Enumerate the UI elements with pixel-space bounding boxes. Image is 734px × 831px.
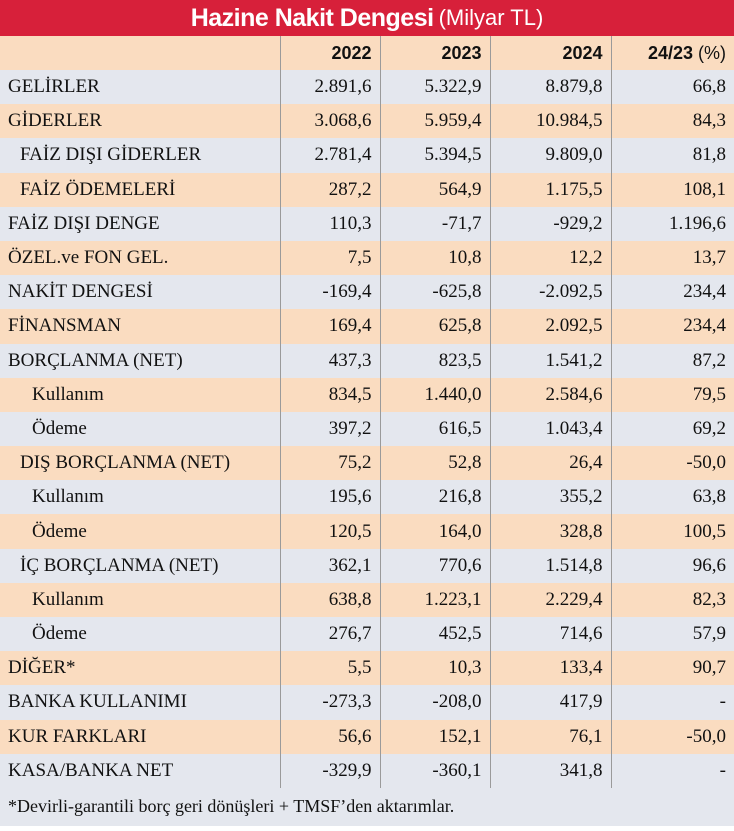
value-2023: -71,7 [380,207,490,241]
value-2022: -273,3 [280,685,380,719]
row-label: KUR FARKLARI [0,720,280,754]
value-2024: -929,2 [490,207,611,241]
row-label: Ödeme [0,514,280,548]
value-2022: 397,2 [280,412,380,446]
value-2023: 823,5 [380,344,490,378]
table-row [0,685,734,719]
value-2023: 216,8 [380,480,490,514]
row-label: DIŞ BORÇLANMA (NET) [0,446,280,480]
header-change-unit: (%) [698,42,726,63]
table-row [0,617,734,651]
row-label: Kullanım [0,583,280,617]
value-2024: 9.809,0 [490,138,611,172]
table-row [0,104,734,138]
value-2023: 10,3 [380,651,490,685]
table-row [0,583,734,617]
value-2023: 1.440,0 [380,378,490,412]
value-2024: 355,2 [490,480,611,514]
value-change-pct: 81,8 [611,138,734,172]
table-row [0,275,734,309]
value-change-pct: 87,2 [611,344,734,378]
value-2022: 287,2 [280,173,380,207]
value-change-pct: 234,4 [611,309,734,343]
row-label: Kullanım [0,480,280,514]
value-2022: 110,3 [280,207,380,241]
table-row [0,241,734,275]
table-row [0,412,734,446]
value-2022: 2.781,4 [280,138,380,172]
value-2023: -625,8 [380,275,490,309]
value-2023: 616,5 [380,412,490,446]
value-change-pct: 63,8 [611,480,734,514]
value-2023: -360,1 [380,754,490,788]
value-2024: 2.229,4 [490,583,611,617]
row-label: FİNANSMAN [0,309,280,343]
value-change-pct: 234,4 [611,275,734,309]
value-2024: 1.541,2 [490,344,611,378]
header-2022: 2022 [280,36,380,70]
value-2022: 195,6 [280,480,380,514]
value-2023: 52,8 [380,446,490,480]
table-title [0,0,734,36]
table-row [0,378,734,412]
value-2022: 5,5 [280,651,380,685]
cash-balance-table [0,36,734,788]
row-label: KASA/BANKA NET [0,754,280,788]
header-2024: 2024 [490,36,611,70]
value-2024: 714,6 [490,617,611,651]
value-2024: 2.584,6 [490,378,611,412]
value-2023: 564,9 [380,173,490,207]
value-2022: 169,4 [280,309,380,343]
row-label: DİĞER* [0,651,280,685]
value-2024: 1.043,4 [490,412,611,446]
value-2023: 1.223,1 [380,583,490,617]
value-2022: 638,8 [280,583,380,617]
table-row [0,207,734,241]
value-2023: -208,0 [380,685,490,719]
row-label: ÖZEL.ve FON GEL. [0,241,280,275]
row-label: NAKİT DENGESİ [0,275,280,309]
value-change-pct: -50,0 [611,446,734,480]
table-row [0,70,734,104]
value-2023: 5.394,5 [380,138,490,172]
header-change-label: 24/23 [647,42,693,63]
value-2022: 120,5 [280,514,380,548]
row-label: GİDERLER [0,104,280,138]
value-change-pct: 1.196,6 [611,207,734,241]
value-2022: 834,5 [280,378,380,412]
value-2024: 1.175,5 [490,173,611,207]
value-2024: 8.879,8 [490,70,611,104]
value-2024: 328,8 [490,514,611,548]
value-2022: 362,1 [280,549,380,583]
value-change-pct: 13,7 [611,241,734,275]
table-row [0,720,734,754]
row-label: BORÇLANMA (NET) [0,344,280,378]
table-row [0,446,734,480]
value-2024: 12,2 [490,241,611,275]
value-2023: 10,8 [380,241,490,275]
value-2024: 1.514,8 [490,549,611,583]
row-label: İÇ BORÇLANMA (NET) [0,549,280,583]
value-2023: 5.959,4 [380,104,490,138]
value-2024: 341,8 [490,754,611,788]
value-change-pct: 108,1 [611,173,734,207]
value-2023: 152,1 [380,720,490,754]
row-label: FAİZ DIŞI DENGE [0,207,280,241]
table-row [0,309,734,343]
value-2024: 26,4 [490,446,611,480]
value-2022: 276,7 [280,617,380,651]
value-change-pct: 100,5 [611,514,734,548]
row-label: Ödeme [0,412,280,446]
value-2022: -329,9 [280,754,380,788]
header-empty-cell [0,36,280,70]
value-2023: 625,8 [380,309,490,343]
value-2024: 10.984,5 [490,104,611,138]
value-change-pct: 69,2 [611,412,734,446]
value-2024: -2.092,5 [490,275,611,309]
value-2023: 452,5 [380,617,490,651]
value-2023: 770,6 [380,549,490,583]
value-2024: 417,9 [490,685,611,719]
table-row [0,549,734,583]
value-2024: 2.092,5 [490,309,611,343]
table-row [0,173,734,207]
table-row [0,754,734,788]
value-change-pct: 84,3 [611,104,734,138]
value-change-pct: 96,6 [611,549,734,583]
row-label: Kullanım [0,378,280,412]
value-2022: -169,4 [280,275,380,309]
table-row [0,480,734,514]
row-label: FAİZ ÖDEMELERİ [0,173,280,207]
value-2022: 7,5 [280,241,380,275]
title-main: Hazine Nakit Dengesi [190,3,434,32]
value-change-pct: 66,8 [611,70,734,104]
row-label: Ödeme [0,617,280,651]
value-2024: 76,1 [490,720,611,754]
value-change-pct: 79,5 [611,378,734,412]
value-2022: 2.891,6 [280,70,380,104]
value-change-pct: -50,0 [611,720,734,754]
header-row [0,36,734,70]
value-2023: 5.322,9 [380,70,490,104]
value-change-pct: - [611,754,734,788]
value-2022: 56,6 [280,720,380,754]
row-label: GELİRLER [0,70,280,104]
row-label: FAİZ DIŞI GİDERLER [0,138,280,172]
value-2022: 3.068,6 [280,104,380,138]
table-row [0,651,734,685]
value-change-pct: 90,7 [611,651,734,685]
value-change-pct: 82,3 [611,583,734,617]
title-unit: (Milyar TL) [438,5,544,30]
table-row [0,344,734,378]
value-change-pct: 57,9 [611,617,734,651]
header-change [611,36,734,70]
table-row [0,138,734,172]
value-2024: 133,4 [490,651,611,685]
row-label: BANKA KULLANIMI [0,685,280,719]
footnote: *Devirli-garantili borç geri dönüşleri + TMSF’den aktarımlar. [0,788,734,826]
table-row [0,514,734,548]
value-2022: 75,2 [280,446,380,480]
value-change-pct: - [611,685,734,719]
value-2022: 437,3 [280,344,380,378]
header-2023: 2023 [380,36,490,70]
value-2023: 164,0 [380,514,490,548]
